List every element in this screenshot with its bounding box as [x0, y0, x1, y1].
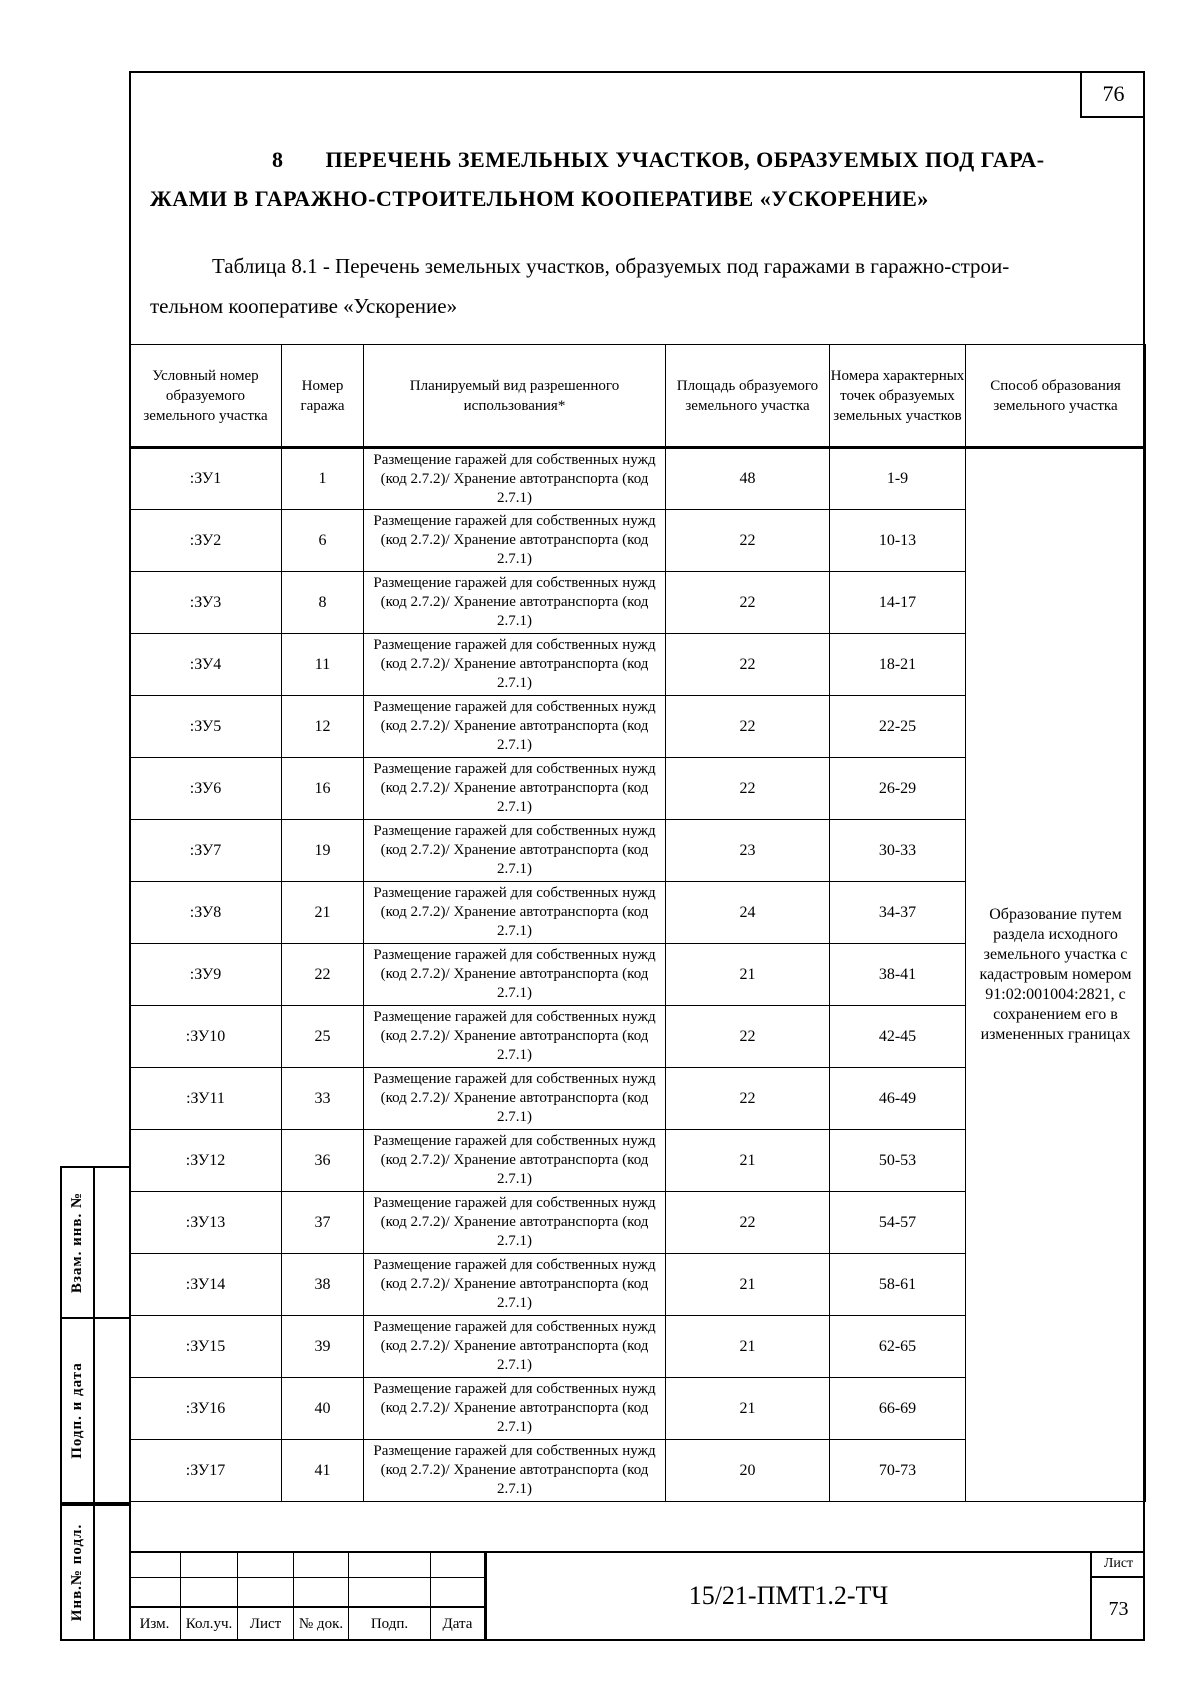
garage-number: 33 [282, 1068, 364, 1130]
title-block-column-label: № док. [294, 1608, 349, 1641]
plot-id: :ЗУ3 [130, 572, 282, 634]
boundary-points: 46-49 [830, 1068, 966, 1130]
title-block-cell [349, 1578, 431, 1608]
permitted-use: Размещение гаражей для собственных нужд (код 2.7.2)/ Хранение автотранспорта (код 2.7.1) [364, 1254, 666, 1316]
plot-id: :ЗУ15 [130, 1316, 282, 1378]
title-block-cell [181, 1578, 238, 1608]
title-block-column-label: Кол.уч. [181, 1608, 238, 1641]
plot-area: 22 [666, 634, 830, 696]
side-label: Взам. инв. № [69, 1191, 85, 1294]
permitted-use: Размещение гаражей для собственных нужд (код 2.7.2)/ Хранение автотранспорта (код 2.7.1) [364, 882, 666, 944]
table-caption-line2: тельном кооперативе «Ускорение» [150, 294, 458, 318]
plot-area: 21 [666, 1254, 830, 1316]
garage-number: 37 [282, 1192, 364, 1254]
boundary-points: 70-73 [830, 1440, 966, 1502]
boundary-points: 18-21 [830, 634, 966, 696]
plot-id: :ЗУ7 [130, 820, 282, 882]
plot-id: :ЗУ4 [130, 634, 282, 696]
garage-number: 38 [282, 1254, 364, 1316]
column-header: Площадь образуемого земельного участка [666, 345, 830, 448]
plot-area: 21 [666, 944, 830, 1006]
side-field-podp [60, 1319, 129, 1504]
plot-area: 22 [666, 1006, 830, 1068]
permitted-use: Размещение гаражей для собственных нужд (код 2.7.2)/ Хранение автотранспорта (код 2.7.1) [364, 758, 666, 820]
column-header: Номера характерных точек образуемых земельных участков [830, 345, 966, 448]
plot-area: 23 [666, 820, 830, 882]
boundary-points: 14-17 [830, 572, 966, 634]
sheet-label: Лист [1090, 1551, 1145, 1578]
plot-id: :ЗУ17 [130, 1440, 282, 1502]
side-label: Инв.№ подл. [69, 1523, 86, 1622]
formation-method: Образование путем раздела исходного земельного участка с кадастровым номером 91:02:001004:2821, с сохранением его в измененных границах [966, 448, 1146, 1502]
boundary-points: 66-69 [830, 1378, 966, 1440]
permitted-use: Размещение гаражей для собственных нужд (код 2.7.2)/ Хранение автотранспорта (код 2.7.1) [364, 1006, 666, 1068]
permitted-use: Размещение гаражей для собственных нужд (код 2.7.2)/ Хранение автотранспорта (код 2.7.1) [364, 944, 666, 1006]
column-header: Планируемый вид разрешенного использования* [364, 345, 666, 448]
title-block-cell [431, 1578, 485, 1608]
boundary-points: 38-41 [830, 944, 966, 1006]
plot-id: :ЗУ16 [130, 1378, 282, 1440]
plot-area: 22 [666, 1192, 830, 1254]
garage-number: 19 [282, 820, 364, 882]
permitted-use: Размещение гаражей для собственных нужд (код 2.7.2)/ Хранение автотранспорта (код 2.7.1) [364, 1378, 666, 1440]
garage-number: 16 [282, 758, 364, 820]
boundary-points: 10-13 [830, 510, 966, 572]
permitted-use: Размещение гаражей для собственных нужд (код 2.7.2)/ Хранение автотранспорта (код 2.7.1) [364, 696, 666, 758]
permitted-use: Размещение гаражей для собственных нужд (код 2.7.2)/ Хранение автотранспорта (код 2.7.1) [364, 510, 666, 572]
plot-id: :ЗУ5 [130, 696, 282, 758]
garage-number: 22 [282, 944, 364, 1006]
plot-area: 22 [666, 696, 830, 758]
plot-area: 22 [666, 510, 830, 572]
permitted-use: Размещение гаражей для собственных нужд (код 2.7.2)/ Хранение автотранспорта (код 2.7.1) [364, 1068, 666, 1130]
plot-area: 21 [666, 1378, 830, 1440]
sheet-number: 73 [1090, 1578, 1145, 1641]
garage-number: 36 [282, 1130, 364, 1192]
title-block-cell [431, 1551, 485, 1578]
plot-id: :ЗУ13 [130, 1192, 282, 1254]
column-header: Номер гаража [282, 345, 364, 448]
garage-number: 1 [282, 448, 364, 510]
plot-area: 22 [666, 1068, 830, 1130]
boundary-points: 30-33 [830, 820, 966, 882]
table-row [130, 448, 1146, 510]
boundary-points: 50-53 [830, 1130, 966, 1192]
boundary-points: 22-25 [830, 696, 966, 758]
plot-area: 20 [666, 1440, 830, 1502]
title-block-column-label: Лист [238, 1608, 294, 1641]
title-block-cell [238, 1551, 294, 1578]
section-heading-line2: ЖАМИ В ГАРАЖНО-СТРОИТЕЛЬНОМ КООПЕРАТИВЕ «УСКОРЕНИЕ» [150, 186, 929, 211]
document-code: 15/21-ПМТ1.2-ТЧ [485, 1551, 1090, 1641]
title-block-cell [349, 1551, 431, 1578]
section-number: 8 [272, 147, 284, 172]
garage-number: 6 [282, 510, 364, 572]
garage-number: 8 [282, 572, 364, 634]
plot-area: 21 [666, 1130, 830, 1192]
boundary-points: 42-45 [830, 1006, 966, 1068]
title-block-column-label: Подп. [349, 1608, 431, 1641]
side-label: Подп. и дата [69, 1362, 86, 1459]
column-header: Способ образования земельного участка [966, 345, 1146, 448]
title-block-cell [129, 1578, 181, 1608]
boundary-points: 34-37 [830, 882, 966, 944]
section-heading-line1 [150, 147, 1130, 173]
permitted-use: Размещение гаражей для собственных нужд (код 2.7.2)/ Хранение автотранспорта (код 2.7.1) [364, 1316, 666, 1378]
plot-id: :ЗУ9 [130, 944, 282, 1006]
table-caption-line1: Таблица 8.1 - Перечень земельных участков, образуемых под гаражами в гаражно-строи- [212, 254, 1010, 278]
permitted-use: Размещение гаражей для собственных нужд (код 2.7.2)/ Хранение автотранспорта (код 2.7.1) [364, 1440, 666, 1502]
garage-number: 21 [282, 882, 364, 944]
title-block-column-label: Дата [431, 1608, 485, 1641]
title-block-cell [129, 1551, 181, 1578]
side-field-vzam [60, 1166, 129, 1319]
plot-id: :ЗУ1 [130, 448, 282, 510]
title-block-cell [294, 1578, 349, 1608]
garage-number: 41 [282, 1440, 364, 1502]
heading-text-1: ПЕРЕЧЕНЬ ЗЕМЕЛЬНЫХ УЧАСТКОВ, ОБРАЗУЕМЫХ ПОД ГАРА- [325, 147, 1045, 172]
garage-number: 39 [282, 1316, 364, 1378]
boundary-points: 58-61 [830, 1254, 966, 1316]
land-plots-table [129, 344, 1146, 1502]
plot-area: 48 [666, 448, 830, 510]
boundary-points: 1-9 [830, 448, 966, 510]
plot-id: :ЗУ12 [130, 1130, 282, 1192]
permitted-use: Размещение гаражей для собственных нужд (код 2.7.2)/ Хранение автотранспорта (код 2.7.1) [364, 634, 666, 696]
permitted-use: Размещение гаражей для собственных нужд (код 2.7.2)/ Хранение автотранспорта (код 2.7.1) [364, 572, 666, 634]
plot-id: :ЗУ10 [130, 1006, 282, 1068]
permitted-use: Размещение гаражей для собственных нужд (код 2.7.2)/ Хранение автотранспорта (код 2.7.1) [364, 1130, 666, 1192]
boundary-points: 54-57 [830, 1192, 966, 1254]
top-page-number: 76 [1080, 71, 1145, 118]
garage-number: 25 [282, 1006, 364, 1068]
plot-id: :ЗУ6 [130, 758, 282, 820]
title-block-cell [238, 1578, 294, 1608]
boundary-points: 62-65 [830, 1316, 966, 1378]
boundary-points: 26-29 [830, 758, 966, 820]
column-header: Условный номер образуемого земельного участка [130, 345, 282, 448]
garage-number: 12 [282, 696, 364, 758]
title-block-cell [294, 1551, 349, 1578]
garage-number: 40 [282, 1378, 364, 1440]
plot-id: :ЗУ11 [130, 1068, 282, 1130]
plot-id: :ЗУ2 [130, 510, 282, 572]
plot-id: :ЗУ14 [130, 1254, 282, 1316]
title-block-column-label: Изм. [129, 1608, 181, 1641]
permitted-use: Размещение гаражей для собственных нужд (код 2.7.2)/ Хранение автотранспорта (код 2.7.1) [364, 820, 666, 882]
permitted-use: Размещение гаражей для собственных нужд (код 2.7.2)/ Хранение автотранспорта (код 2.7.1) [364, 1192, 666, 1254]
plot-id: :ЗУ8 [130, 882, 282, 944]
plot-area: 22 [666, 758, 830, 820]
plot-area: 21 [666, 1316, 830, 1378]
side-field-inv [60, 1504, 129, 1641]
plot-area: 22 [666, 572, 830, 634]
permitted-use: Размещение гаражей для собственных нужд (код 2.7.2)/ Хранение автотранспорта (код 2.7.1) [364, 448, 666, 510]
plot-area: 24 [666, 882, 830, 944]
garage-number: 11 [282, 634, 364, 696]
title-block-cell [181, 1551, 238, 1578]
